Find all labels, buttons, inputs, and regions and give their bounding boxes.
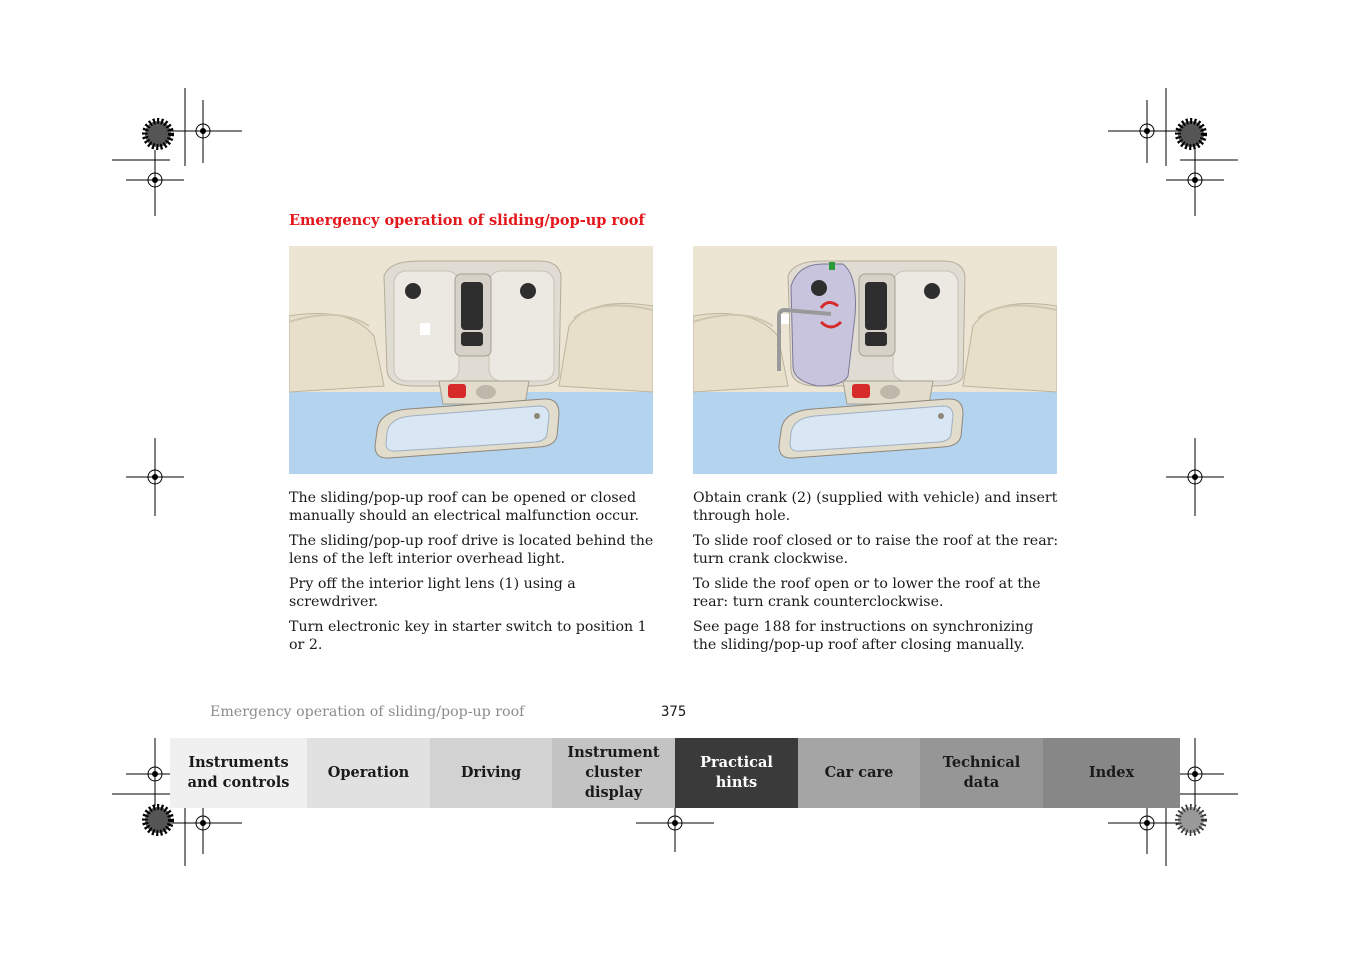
tab-label: cluster display — [584, 764, 643, 801]
right-text-column — [693, 490, 1061, 662]
chapter-nav-bar — [170, 738, 1180, 808]
tab-label: Technical — [942, 754, 1021, 771]
overhead-console-illustration-icon — [289, 246, 653, 474]
tab-label: Car care — [824, 764, 894, 781]
tab-label: Index — [1088, 764, 1135, 781]
tab-label: data — [963, 774, 1000, 791]
tab-car-care[interactable] — [798, 738, 920, 808]
paragraph: Pry off the interior light lens (1) using a screwdriver. — [289, 576, 576, 610]
paragraph: See page 188 for instructions on synchronizing the sliding/pop-up roof after closing manually. — [693, 619, 1034, 653]
section-title: Emergency operation of sliding/pop-up roof — [289, 212, 645, 229]
tab-operation[interactable] — [307, 738, 430, 808]
tab-label: Operation — [327, 764, 410, 781]
page-number: 375 — [661, 704, 687, 720]
tab-label: Instrument — [567, 744, 660, 761]
tab-label: Practical hints — [700, 754, 773, 791]
tab-index[interactable] — [1043, 738, 1180, 808]
tab-label: and controls — [187, 774, 290, 791]
overhead-console-crank-figure — [693, 246, 1057, 474]
paragraph: Turn electronic key in starter switch to position 1 or 2. — [289, 619, 647, 653]
footer-section-title: Emergency operation of sliding/pop-up roof — [210, 704, 525, 720]
tab-label: Driving — [460, 764, 522, 781]
tab-instruments-and-controls[interactable] — [170, 738, 307, 808]
paragraph: To slide the roof open or to lower the roof at the rear: turn crank counterclockwise. — [693, 576, 1041, 610]
paragraph: The sliding/pop-up roof can be opened or closed manually should an electrical malfunction occur. — [289, 490, 639, 524]
paragraph: Obtain crank (2) (supplied with vehicle) and insert through hole. — [693, 490, 1058, 524]
tab-driving[interactable] — [430, 738, 552, 808]
left-text-column — [289, 490, 657, 662]
overhead-console-with-crank-illustration-icon — [693, 246, 1057, 474]
overhead-console-figure — [289, 246, 653, 474]
tab-practical-hints[interactable] — [675, 738, 798, 808]
tab-label: Instruments — [188, 754, 289, 771]
tab-technical-data[interactable] — [920, 738, 1043, 808]
paragraph: To slide roof closed or to raise the roof at the rear: turn crank clockwise. — [693, 533, 1059, 567]
tab-instrument-cluster-display[interactable] — [552, 738, 675, 808]
paragraph: The sliding/pop-up roof drive is located behind the lens of the left interior overhead light. — [289, 533, 654, 567]
